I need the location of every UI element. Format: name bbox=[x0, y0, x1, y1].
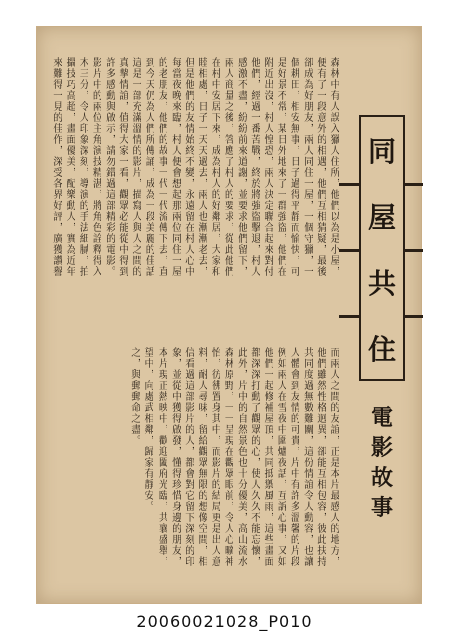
text-column: 木三分，令人印象深刻，導演的手法細膩，拍 bbox=[77, 57, 89, 277]
text-column: 睦相處，日子一天天過去，兩人也漸漸老去， bbox=[196, 57, 207, 277]
title-char: 共 bbox=[367, 267, 396, 300]
text-column: 是好景不常，某日外地來了一群強盜，他們在 bbox=[275, 57, 287, 277]
text-column: 他們，經過一番苦戰，終於將強盜擊退，村人 bbox=[248, 57, 260, 277]
text-column: 在村中安居下來，成為村人的好鄰居，大家和 bbox=[209, 57, 221, 277]
divider-tick bbox=[403, 183, 423, 186]
title-char: 同 bbox=[367, 135, 396, 168]
text-column: 都深深打動了觀眾的心，使人久久不能忘懷， bbox=[248, 347, 260, 567]
title-char: 住 bbox=[367, 333, 396, 366]
text-column: 附近出沒，村人惶恐，兩人決定聯合起來對付 bbox=[262, 57, 273, 277]
text-column: 他們雖然性格迥異，卻能互相包容，彼此扶持 bbox=[314, 347, 326, 567]
text-column: 每當夜晚來臨，村人便會想起那兩位同住一屋 bbox=[169, 57, 181, 277]
text-column: 到今天仍為人們所傳誦，成為一段美麗的佳話 bbox=[143, 57, 155, 277]
title-char: 屋 bbox=[367, 201, 396, 234]
divider-tick bbox=[403, 249, 423, 252]
text-column: 望中，向處武相鄰，歸家有靜安。 bbox=[142, 347, 153, 512]
text-column: 信看過這部影片的人，都會對它留下深刻的印 bbox=[182, 347, 194, 567]
divider-tick bbox=[339, 315, 359, 318]
text-column: 之，與郵郵命之盡。 bbox=[128, 347, 140, 446]
text-column: 個耕田，相安無事，日子過得平靜而愉快，可 bbox=[288, 57, 300, 277]
text-column: 料，耐人尋味，留給觀眾無限的想像空間，相 bbox=[196, 347, 207, 567]
text-column: 例如兩人在雪夜中圍爐夜話，互訴心事，又如 bbox=[275, 347, 287, 567]
text-column: 來難得一見的佳作，深受各界好評，廣獲讚譽 bbox=[50, 57, 62, 277]
text-column: 森林中有人誤入獵人住所，他們以為是小屋， bbox=[328, 57, 339, 277]
subtitle-char: 電 bbox=[370, 405, 393, 431]
text-column: 他們一起修補屋頂，共同抵禦風雨，這些畫面 bbox=[262, 347, 273, 567]
archive-caption: 20060021028_P010 bbox=[136, 612, 313, 631]
text-column: 森林原野，一一呈現在觀眾眼前，令人心曠神 bbox=[222, 347, 234, 567]
text-column: 本片現正熱映中，歡迎闔府光臨，共襄盛舉， bbox=[156, 347, 168, 567]
text-column: 但是他們的友情始終不變，永遠留在村人心中 bbox=[182, 57, 194, 277]
text-column: 影片中的兩位主角演技精湛，將角色詮釋得入 bbox=[90, 57, 102, 277]
text-column: 兩人商量之後，答應了村人的要求，從此他們 bbox=[222, 57, 234, 277]
text-column: 攝技巧高超，畫面優美，配樂動人，實為近年 bbox=[64, 57, 75, 277]
leaflet-page bbox=[36, 26, 422, 604]
divider-tick bbox=[339, 183, 359, 186]
divider-tick bbox=[403, 315, 423, 318]
text-column: 人體會到友情的可貴，片中有許多溫馨的片段 bbox=[288, 347, 300, 567]
text-column: 卻成為好朋友，兩人同住一屋，一個守獵，一 bbox=[301, 57, 313, 277]
text-column: 此外，片中的自然景色也十分優美，高山流水 bbox=[235, 347, 247, 567]
text-column: 共同度過無數難關，這份情誼令人動容，也讓 bbox=[301, 347, 313, 567]
divider-tick bbox=[339, 249, 359, 252]
text-column: 感激不盡，紛紛前來道謝，並要求他們留下， bbox=[235, 57, 247, 277]
title-box bbox=[359, 115, 405, 381]
text-column: 象，並從中獲得啟發，懂得珍惜身邊的朋友， bbox=[169, 347, 181, 567]
text-column: 便有了一段意外的相遇，他們互相猜疑，最後 bbox=[314, 57, 326, 277]
subtitle-char: 事 bbox=[370, 495, 393, 521]
text-column: 許多感動與啟示，請勿錯過這部精彩的電影。 bbox=[103, 57, 115, 277]
text-column: 這是一部充滿溫情的影片，描寫人與人之間的 bbox=[130, 57, 141, 277]
text-column: 怡，彷彿置身其中，而影片的結局更是出人意 bbox=[209, 347, 221, 567]
subtitle-box bbox=[363, 405, 401, 555]
text-column: 真摯情誼，值得大家一看，觀眾必能從中得到 bbox=[116, 57, 128, 277]
subtitle-char: 影 bbox=[370, 435, 393, 461]
text-column: 而兩人之間的友誼，正是本片最感人的地方， bbox=[328, 347, 339, 567]
text-column: 的老朋友，他們的故事一代一代流傳下去，直 bbox=[156, 57, 168, 277]
subtitle-char: 故 bbox=[370, 465, 393, 491]
